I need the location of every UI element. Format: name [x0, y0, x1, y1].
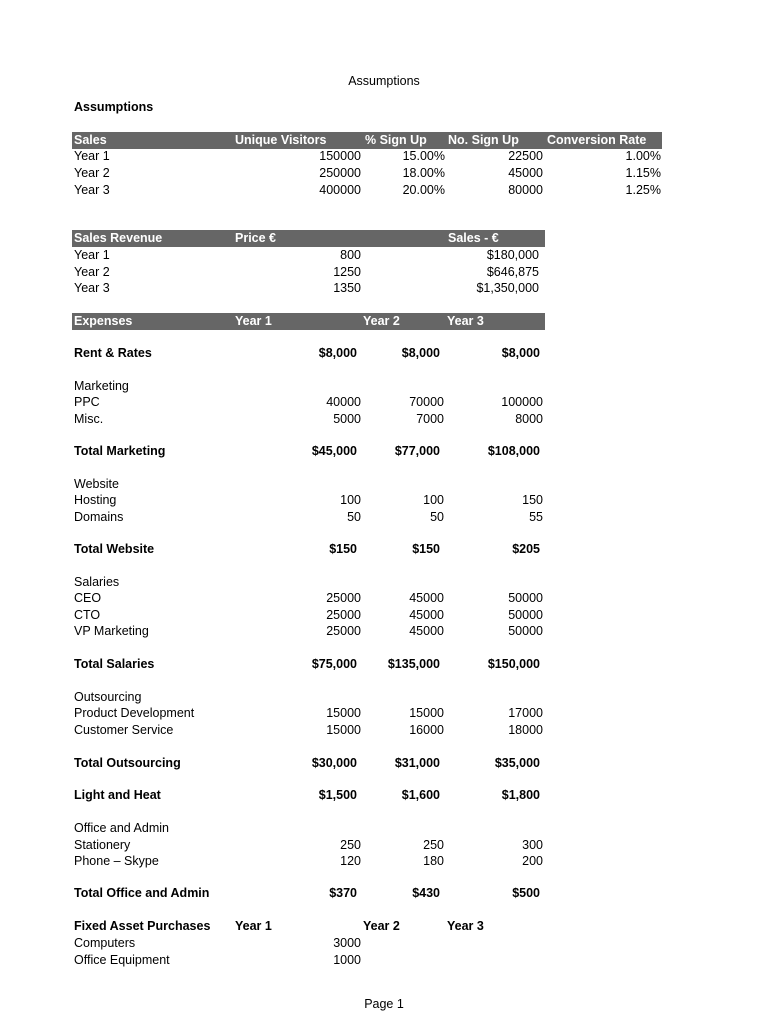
expense-label: Domains	[74, 510, 124, 524]
table-cell: 22500	[508, 149, 543, 163]
expense-value: 40000	[326, 395, 361, 409]
expense-label: Product Development	[74, 706, 195, 720]
expense-value: $8,000	[501, 346, 540, 360]
expenses-header-cell: Year 3	[447, 314, 484, 328]
revenue-header-cell: Sales - €	[448, 231, 499, 245]
expense-value: $1,600	[401, 788, 440, 802]
sales-header-cell: % Sign Up	[365, 133, 427, 147]
sales-header-cell: Conversion Rate	[547, 133, 647, 147]
fixed-assets-header-cell: Fixed Asset Purchases	[74, 919, 211, 933]
section-title: Assumptions	[74, 100, 154, 114]
expense-value: 17000	[508, 706, 543, 720]
expense-value: 8000	[515, 412, 543, 426]
expense-value: 15000	[326, 706, 361, 720]
table-cell: 800	[340, 248, 361, 262]
expense-value: $77,000	[394, 444, 440, 458]
expense-value: 50000	[508, 624, 543, 638]
row-label: Year 2	[74, 264, 110, 279]
expense-value: $8,000	[401, 346, 440, 360]
row-label: Year 3	[74, 183, 110, 197]
expense-value: 15000	[326, 723, 361, 737]
expense-value: 50	[347, 510, 361, 524]
expense-value: 45000	[409, 624, 444, 638]
expense-value: $31,000	[394, 756, 440, 770]
expense-label: Light and Heat	[74, 788, 161, 802]
expense-value: 25000	[326, 624, 361, 638]
expense-label: Outsourcing	[74, 690, 142, 704]
table-cell: $180,000	[486, 248, 539, 262]
expense-value: 18000	[508, 723, 543, 737]
expense-value: $150,000	[487, 657, 540, 671]
table-cell: 45000	[508, 166, 543, 180]
sales-header-row	[72, 132, 662, 149]
fixed-assets-header-cell: Year 1	[235, 919, 272, 933]
page-header-title: Assumptions	[348, 74, 420, 88]
expense-value: 70000	[409, 395, 444, 409]
asset-label: Computers	[74, 936, 136, 950]
expense-value: $108,000	[487, 444, 540, 458]
expense-value: $1,500	[318, 788, 357, 802]
expense-value: 50000	[508, 591, 543, 605]
expense-value: 16000	[409, 723, 444, 737]
expense-label: Misc.	[74, 412, 104, 426]
revenue-header-row	[72, 230, 545, 247]
row-label: Year 1	[74, 248, 110, 262]
fixed-assets-header-cell: Year 3	[447, 919, 484, 933]
expense-value: 55	[529, 510, 543, 524]
expense-label: Rent & Rates	[74, 346, 152, 360]
expense-value: 50	[430, 510, 444, 524]
expense-label: CEO	[74, 591, 102, 605]
expense-label: CTO	[74, 608, 101, 622]
table-cell: 1.00%	[625, 149, 661, 163]
expense-value: 100	[423, 493, 444, 507]
expense-value: 200	[522, 854, 543, 868]
sales-header-cell: No. Sign Up	[448, 133, 519, 147]
table-cell: 150000	[319, 149, 361, 163]
expense-value: 25000	[326, 591, 361, 605]
expense-value: $35,000	[494, 756, 540, 770]
expense-value: $370	[329, 886, 357, 900]
expense-label: Total Outsourcing	[74, 756, 181, 770]
expense-label: Total Office and Admin	[74, 886, 210, 900]
expense-value: 15000	[409, 706, 444, 720]
expense-value: 5000	[333, 412, 361, 426]
table-cell: 15.00%	[402, 149, 445, 163]
table-cell: 400000	[319, 183, 361, 197]
expense-value: 50000	[508, 608, 543, 622]
table-cell: 250000	[319, 166, 361, 180]
table-cell: 80000	[508, 183, 543, 197]
asset-value: 3000	[333, 936, 361, 950]
expense-label: Marketing	[74, 379, 129, 393]
row-label: Year 3	[74, 281, 110, 295]
asset-value: 1000	[333, 952, 361, 967]
expense-label: Total Salaries	[74, 657, 155, 671]
expense-label: Customer Service	[74, 723, 174, 737]
table-cell: 1250	[333, 264, 361, 279]
expense-label: Salaries	[74, 575, 120, 589]
expense-value: 180	[423, 854, 444, 868]
expense-value: $135,000	[387, 657, 440, 671]
expense-value: 100000	[501, 395, 543, 409]
expense-value: $150	[329, 542, 357, 556]
expenses-header-cell: Year 2	[363, 314, 400, 328]
expenses-header-cell: Expenses	[74, 314, 133, 328]
table-cell: 1.25%	[625, 183, 661, 197]
table-cell: 18.00%	[402, 166, 445, 180]
expense-value: $75,000	[311, 657, 357, 671]
sales-header-cell: Sales	[74, 133, 107, 147]
revenue-header-cell: Sales Revenue	[74, 231, 163, 245]
expense-value: 250	[423, 838, 444, 852]
expense-value: 45000	[409, 591, 444, 605]
expense-value: $205	[512, 542, 540, 556]
table-cell: $1,350,000	[476, 281, 539, 295]
expenses-header-row	[72, 313, 545, 330]
page-footer: Page 1	[364, 997, 404, 1011]
expense-value: 250	[340, 838, 361, 852]
row-label: Year 1	[74, 149, 110, 163]
asset-label: Office Equipment	[74, 952, 170, 967]
expense-value: 100	[340, 493, 361, 507]
table-cell: 20.00%	[402, 183, 445, 197]
expense-value: $500	[512, 886, 540, 900]
expense-label: Total Website	[74, 542, 155, 556]
row-label: Year 2	[74, 166, 110, 180]
expense-value: 45000	[409, 608, 444, 622]
expense-value: 7000	[416, 412, 444, 426]
table-cell: 1350	[333, 281, 361, 295]
revenue-header-cell: Price €	[235, 231, 277, 245]
expense-label: Office and Admin	[74, 821, 169, 835]
expense-value: 120	[340, 854, 361, 868]
expense-value: 150	[522, 493, 543, 507]
expense-label: VP Marketing	[74, 624, 149, 638]
expense-value: 25000	[326, 608, 361, 622]
expense-value: $150	[412, 542, 440, 556]
expense-label: Stationery	[74, 838, 131, 852]
expense-value: $8,000	[318, 346, 357, 360]
table-cell: $646,875	[486, 264, 539, 279]
expense-value: $30,000	[311, 756, 357, 770]
expense-value: $1,800	[501, 788, 540, 802]
expense-label: Website	[74, 477, 119, 491]
expenses-header-cell: Year 1	[235, 314, 272, 328]
expense-label: Hosting	[74, 493, 117, 507]
fixed-assets-header-cell: Year 2	[363, 919, 400, 933]
expense-label: Phone – Skype	[74, 854, 159, 868]
table-cell: 1.15%	[625, 166, 661, 180]
expense-value: $45,000	[311, 444, 357, 458]
expense-value: $430	[412, 886, 440, 900]
expense-value: 300	[522, 838, 543, 852]
sales-header-cell: Unique Visitors	[235, 133, 327, 147]
expense-label: PPC	[74, 395, 100, 409]
expense-label: Total Marketing	[74, 444, 166, 458]
